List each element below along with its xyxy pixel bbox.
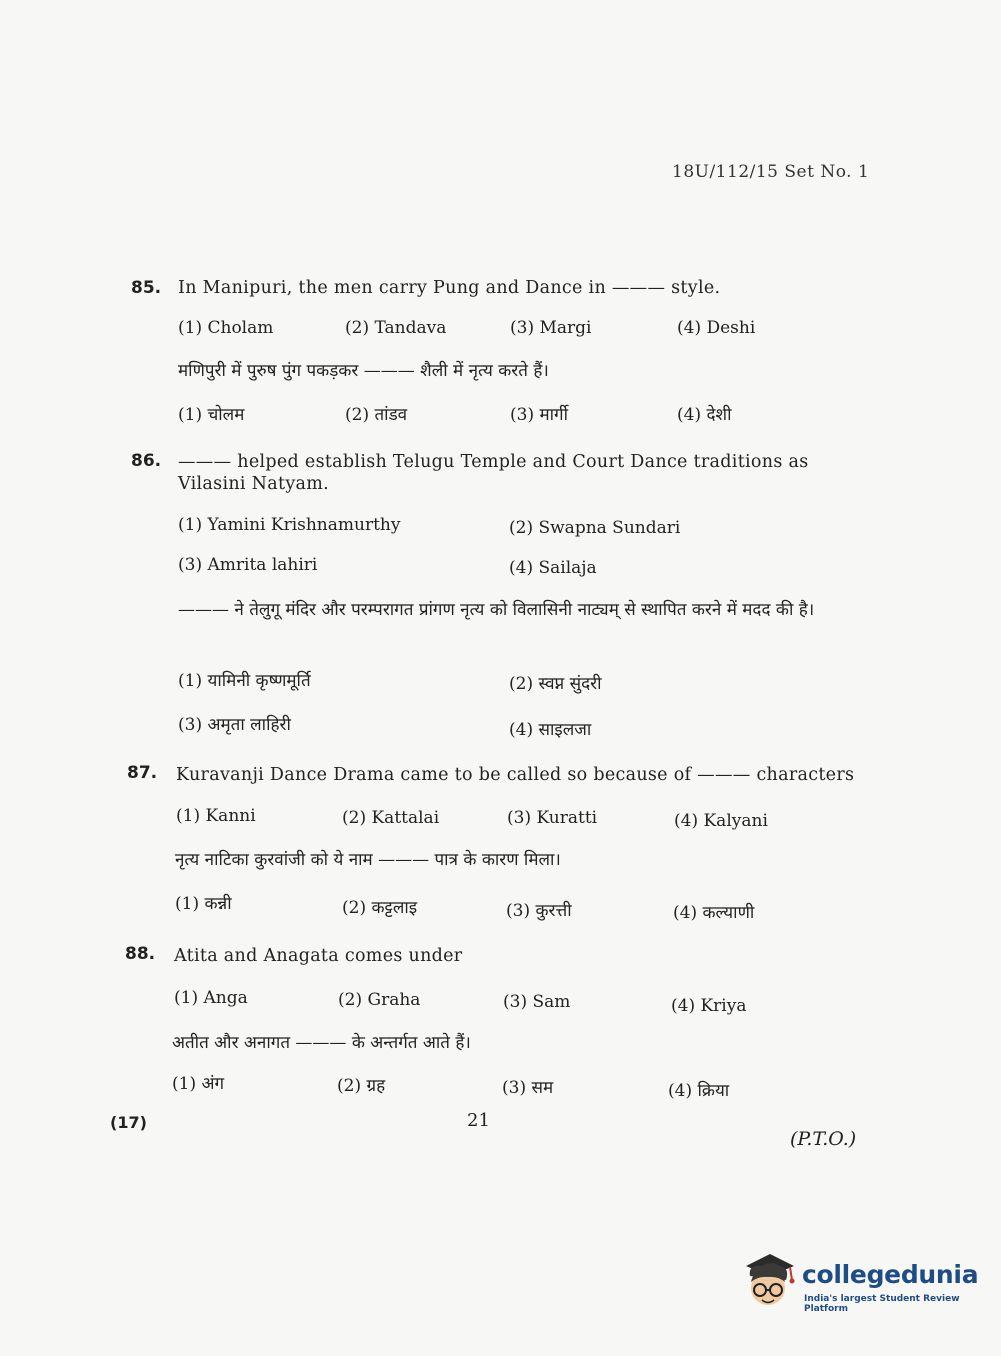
option-en: (4) Deshi	[677, 318, 756, 338]
page-number: 21	[467, 1110, 490, 1131]
set-code: 18U/112/15 Set No. 1	[672, 162, 870, 182]
option-en: (3) Sam	[503, 992, 571, 1012]
option-hi: (2) कट्टलाइ	[342, 898, 418, 918]
question-text-hi: अतीत और अनागत ——— के अन्तर्गत आते हैं।	[172, 1033, 471, 1053]
option-hi: (3) सम	[502, 1078, 554, 1098]
option-hi: (3) अमृता लाहिरी	[178, 715, 291, 735]
option-en: (4) Sailaja	[509, 558, 597, 578]
option-hi: (2) स्वप्न सुंदरी	[509, 674, 602, 694]
footer-code: (17)	[110, 1113, 147, 1132]
option-hi: (4) साइलजा	[509, 720, 592, 740]
collegedunia-watermark	[740, 1250, 979, 1320]
option-hi: (1) चोलम	[178, 405, 245, 425]
option-hi: (4) क्रिया	[668, 1081, 730, 1101]
brand-name: collegedunia	[802, 1260, 979, 1289]
option-hi: (1) कन्नी	[175, 894, 232, 914]
option-hi: (2) ग्रह	[337, 1076, 386, 1096]
mascot-icon	[740, 1250, 798, 1312]
brand-tagline: India's largest Student Review Platform	[804, 1294, 960, 1314]
option-en: (2) Swapna Sundari	[509, 518, 681, 538]
question-number: 86.	[131, 451, 162, 471]
option-hi: (2) तांडव	[345, 405, 408, 425]
option-en: (2) Graha	[338, 990, 421, 1010]
option-en: (2) Tandava	[345, 318, 447, 338]
question-text-hi: मणिपुरी में पुरुष पुंग पकड़कर ——— शैली में नृत्य करते हैं।	[178, 361, 549, 381]
option-hi: (4) कल्याणी	[673, 903, 755, 923]
question-number: 88.	[125, 944, 156, 964]
option-en: (2) Kattalai	[342, 808, 440, 828]
question-text-hi: ——— ने तेलुगू मंदिर और परम्परागत प्रांगण नृत्य को विलासिनी नाट्यम् से स्थापित करने में मदद की है।	[178, 600, 815, 620]
question-text-hi: नृत्य नाटिका कुरवांजी को ये नाम ——— पात्र के कारण मिला।	[175, 850, 561, 870]
option-hi: (3) मार्गी	[510, 405, 569, 425]
question-text-en: Kuravanji Dance Drama came to be called so because of ——— characters	[176, 765, 855, 785]
question-text-en: In Manipuri, the men carry Pung and Dance in ——— style.	[178, 278, 721, 298]
option-en: (4) Kriya	[671, 996, 747, 1016]
option-hi: (4) देशी	[677, 405, 732, 425]
question-text-en: ——— helped establish Telugu Temple and Court Dance traditions as Vilasini Natyam.	[178, 452, 809, 494]
option-hi: (1) अंग	[172, 1074, 225, 1094]
pto-note: (P.T.O.)	[790, 1128, 857, 1150]
option-hi: (1) यामिनी कृष्णमूर्ति	[178, 671, 311, 691]
question-text-en: Atita and Anagata comes under	[174, 946, 463, 966]
option-en: (1) Kanni	[176, 806, 256, 826]
option-en: (1) Anga	[174, 988, 248, 1008]
option-en: (4) Kalyani	[674, 811, 768, 831]
option-en: (1) Yamini Krishnamurthy	[178, 515, 401, 535]
option-hi: (3) कुरत्ती	[506, 901, 572, 921]
option-en: (3) Margi	[510, 318, 592, 338]
option-en: (3) Amrita lahiri	[178, 555, 318, 575]
option-en: (3) Kuratti	[507, 808, 598, 828]
question-number: 87.	[127, 763, 158, 783]
option-en: (1) Cholam	[178, 318, 274, 338]
question-number: 85.	[131, 278, 162, 298]
